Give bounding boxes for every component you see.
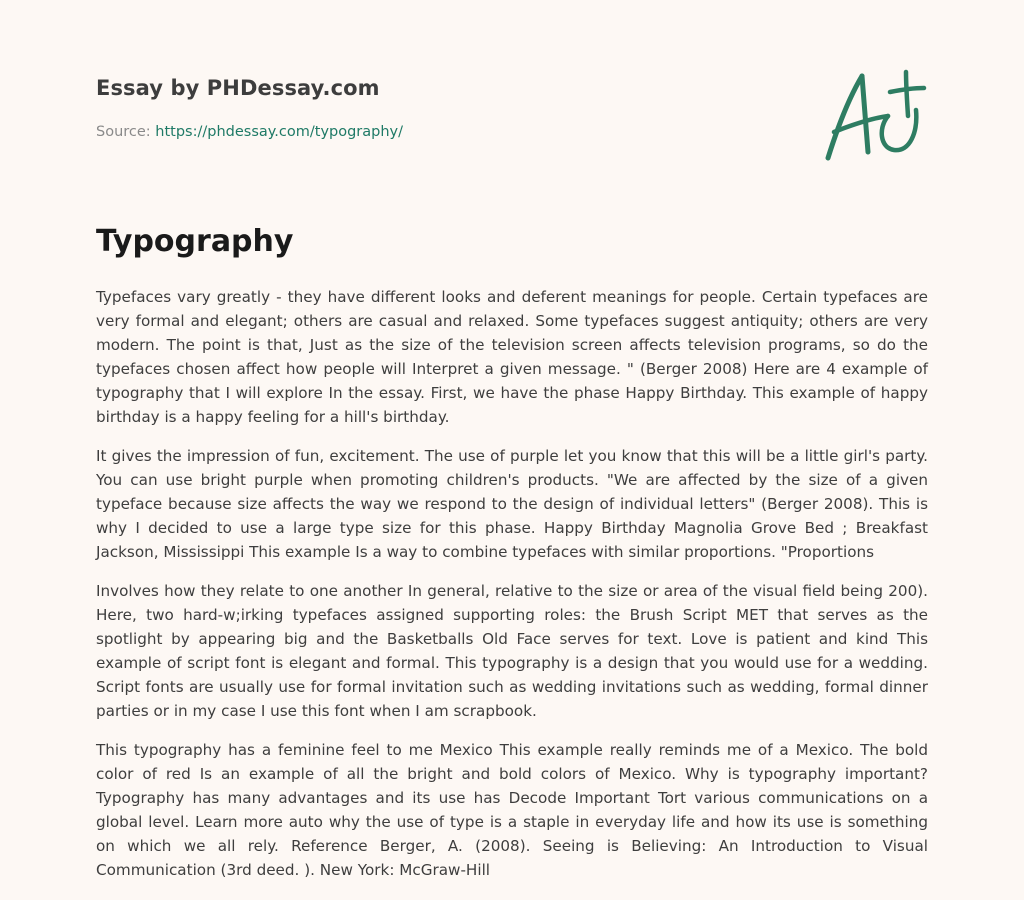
essay-paragraph: Typefaces vary greatly - they have different looks and deferent meanings for people. Certain typefaces are very formal and elegant; others are casual and relaxed. Some typefaces suggest antiquity; others are very modern. The point is that, Just as the size of the television screen affects television programs, so do the typefaces chosen affect how people will Interpret a given message. " (Berger 2008) Here are 4 example of typography that I will explore In the essay. First, we have the phase Happy Birthday. This example of happy birthday is a happy feeling for a hill's birthday. bbox=[96, 288, 928, 426]
document-title: Typography bbox=[96, 224, 294, 259]
a-plus-grade-icon bbox=[818, 66, 930, 166]
source-line bbox=[96, 124, 403, 140]
source-link[interactable]: https://phdessay.com/typography/ bbox=[155, 124, 404, 140]
essay-body bbox=[96, 285, 928, 897]
essay-paragraph: This typography has a feminine feel to me Mexico This example really reminds me of a Mexico. The bold color of red Is an example of all the bright and bold colors of Mexico. Why is typography important? Typography has many advantages and its use has Decode Important Tort various communications on a global level. Learn more auto why the use of type is a staple in everyday life and how its use is something on which we all rely. Reference Berger, A. (2008). Seeing is Believing: An Introduction to Visual Communication (3rd deed. ). New York: McGraw-Hill bbox=[96, 741, 928, 879]
source-label: Source: bbox=[96, 124, 151, 140]
essay-paragraph: Involves how they relate to one another In general, relative to the size or area of the visual field being 200). Here, two hard-w;irking typefaces assigned supporting roles: the Brush Script MET that serves as the spotlight by appearing big and the Basketballs Old Face serves for text. Love is patient and kind This example of script font is elegant and formal. This typography is a design that you would use for a wedding. Script fonts are usually use for formal invitation such as wedding invitations such as wedding, formal dinner parties or in my case I use this font when I am scrapbook. bbox=[96, 582, 928, 720]
essay-paragraph: It gives the impression of fun, excitement. The use of purple let you know that this will be a little girl's party. You can use bright purple when promoting children's products. "We are affected by the size of a given typeface because size affects the way we respond to the design of individual letters" (Berger 2008). This is why I decided to use a large type size for this phase. Happy Birthday Magnolia Grove Bed ; Breakfast Jackson, Mississippi This example Is a way to combine typefaces with similar proportions. "Proportions bbox=[96, 447, 928, 561]
site-title: Essay by PHDessay.com bbox=[96, 76, 380, 100]
